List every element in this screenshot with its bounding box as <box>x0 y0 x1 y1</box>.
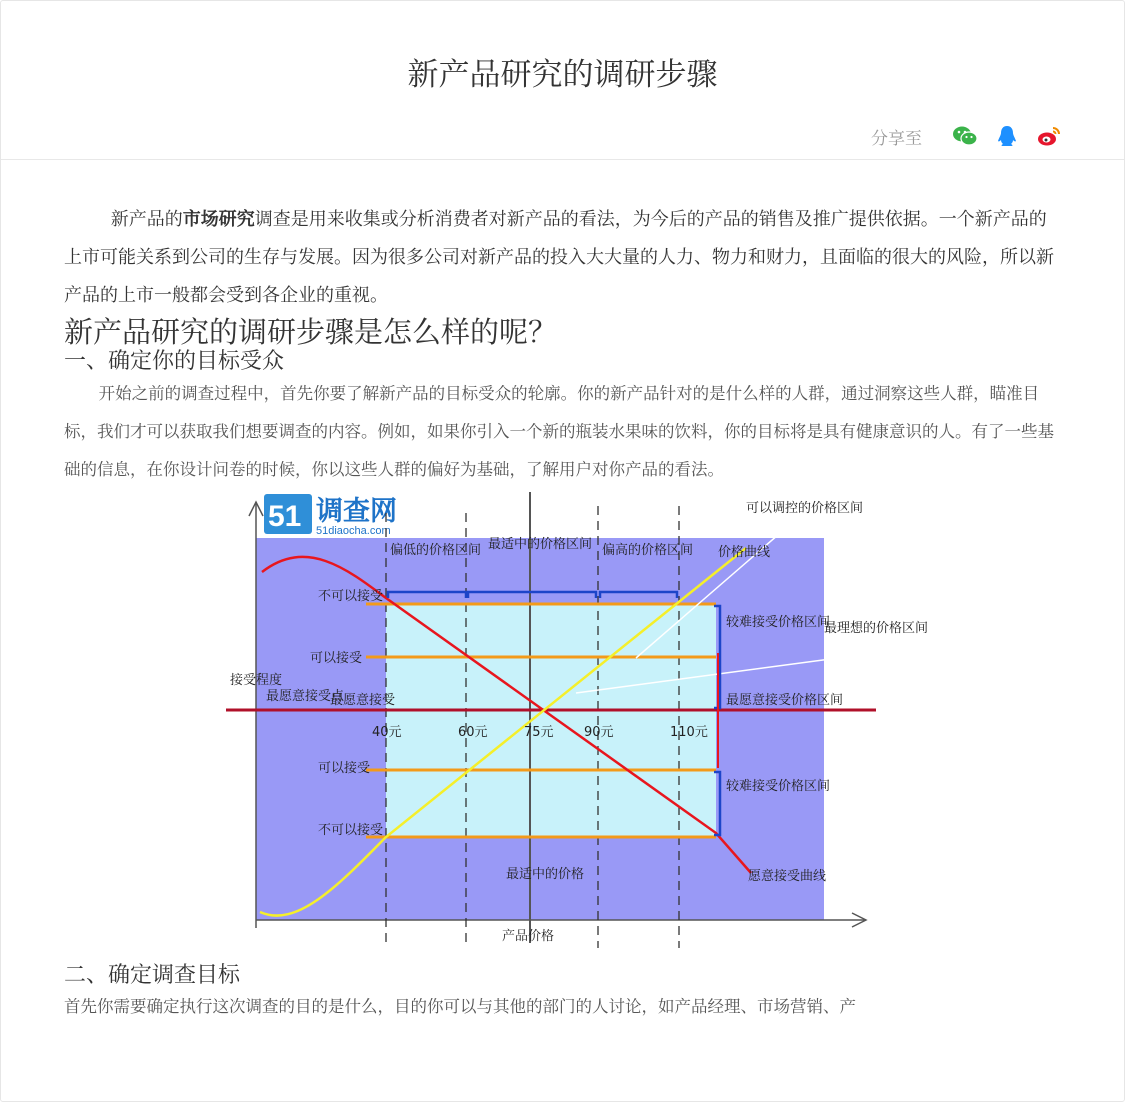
price-curve-label: 价格曲线 <box>718 545 771 560</box>
left-label-2: 可以接受 <box>310 651 363 666</box>
left-label-4: 可以接受 <box>318 761 371 776</box>
share-label: 分享至 <box>871 128 922 149</box>
y-axis-label: 接受程度 <box>230 673 283 688</box>
tick-110: 110元 <box>670 725 708 740</box>
mid-price-label: 最适中的价格 <box>506 867 585 882</box>
logo-number: 51 <box>268 500 302 533</box>
step2-paragraph: 首先你需要确定执行这次调查的目的是什么，目的你可以与其他的部门的人讨论，如产品经理、市场营销、产 <box>64 997 856 1016</box>
zone-low-label: 偏低的价格区间 <box>390 543 482 558</box>
logo-text: 调查网 <box>316 496 397 527</box>
x-axis-label: 产品价格 <box>502 929 555 944</box>
zone-mid-label: 最适中的价格区间 <box>488 537 593 552</box>
left-label-3: 最愿意接受 <box>330 693 396 708</box>
intro-paragraph: 新产品的市场研究调查是用来收集或分析消费者对新产品的看法，为今后的产品的销售及推广提供依据。一个新产品的上市可能关系到公司的生存与发展。因为很多公司对新产品的投入大大量的人力、物力和财力，且面临的很大的风险，所以新产品的上市一般都会受到各企业的重视。 <box>64 209 1054 306</box>
article-body <box>64 201 1059 489</box>
tick-75: 75元 <box>524 725 554 740</box>
article-header <box>1 1 1124 160</box>
page-title: 新产品研究的调研步骤 <box>407 57 718 93</box>
ideal-label: 最理想的价格区间 <box>824 621 929 636</box>
market-research-link[interactable]: 市场研究 <box>182 209 255 230</box>
wechat-icon[interactable] <box>952 123 978 149</box>
left-label-1: 不可以接受 <box>318 589 384 604</box>
step1-paragraph: 开始之前的调查过程中，首先你要了解新产品的目标受众的轮廓。你的新产品针对的是什么样的人群，通过洞察这些人群，瞄准目标，我们才可以获取我们想要调查的内容。例如，如果你引入一个新的瓶装水果味的饮料，你的目标将是具有健康意识的人。有了一些基础的信息，在你设计问卷的时候，你以这些人群的偏好为基础，了解用户对你产品的看法。 <box>64 384 1054 479</box>
tick-90: 90元 <box>584 725 614 740</box>
right-label-2: 最愿意接受价格区间 <box>726 693 844 708</box>
weibo-icon[interactable] <box>1036 123 1062 149</box>
tick-60: 60元 <box>458 725 488 740</box>
share-bar <box>871 121 1062 151</box>
qq-icon[interactable] <box>994 123 1020 149</box>
adjustable-label: 可以调控的价格区间 <box>746 501 864 516</box>
price-acceptance-figure <box>226 488 929 948</box>
step2-heading: 二、确定调查目标 <box>64 963 241 988</box>
question-heading: 新产品研究的调研步骤是怎么样的呢？ <box>64 315 558 349</box>
right-label-3: 较难接受价格区间 <box>726 779 831 794</box>
left-point-label: 最愿意接受点 <box>266 689 345 704</box>
logo-url: 51diaocha.com <box>316 525 391 537</box>
right-label-1: 较难接受价格区间 <box>726 615 831 630</box>
step1-heading: 一、确定你的目标受众 <box>64 349 285 374</box>
willing-curve-label: 愿意接受曲线 <box>748 869 827 884</box>
acceptable-zone <box>386 604 716 837</box>
left-label-5: 不可以接受 <box>318 823 384 838</box>
tick-40: 40元 <box>372 725 402 740</box>
zone-high-label: 偏高的价格区间 <box>602 543 694 558</box>
